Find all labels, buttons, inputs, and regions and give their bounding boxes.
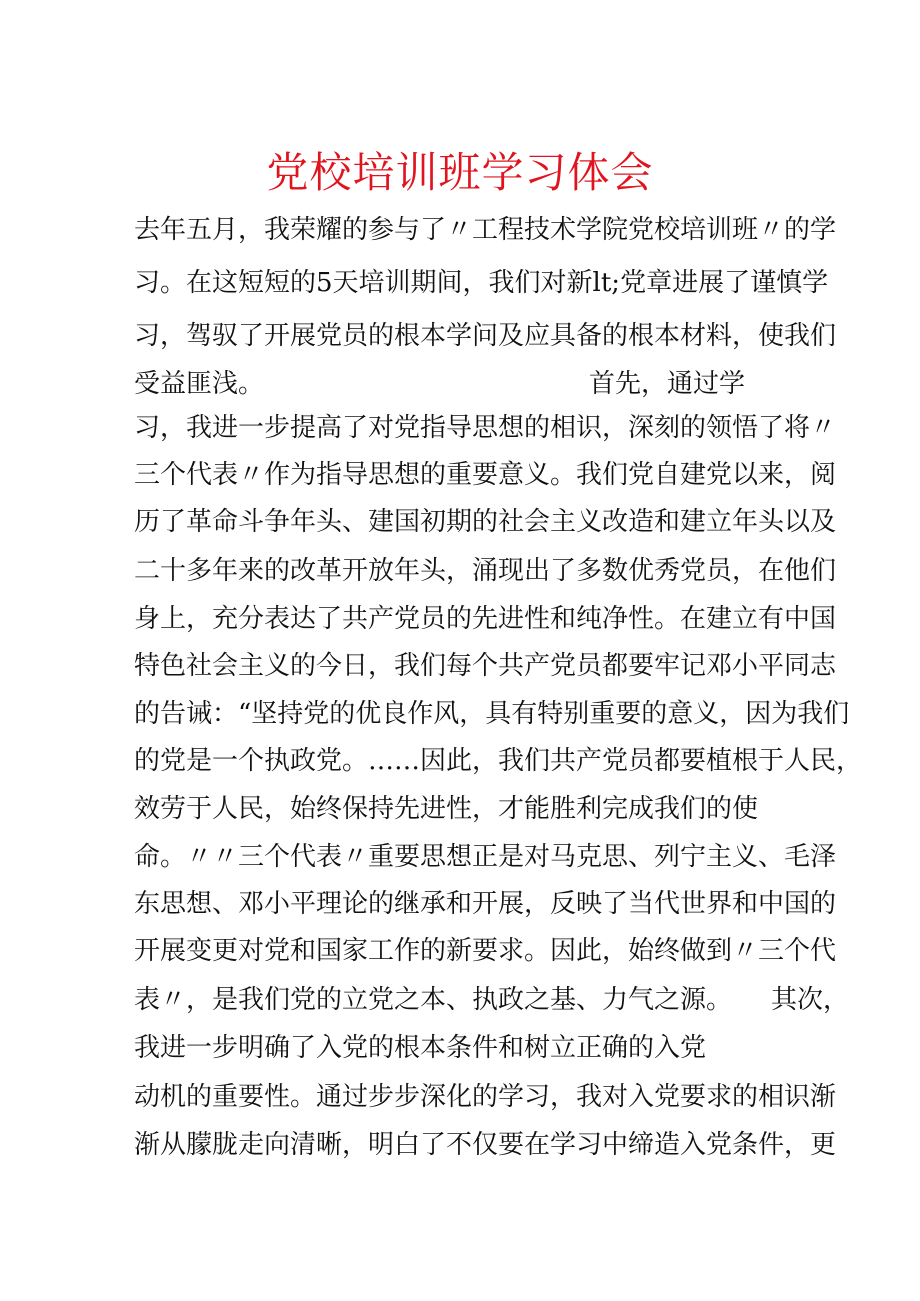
body-line: 历了革命斗争年头、建国初期的社会主义改造和建立年头以及 <box>134 507 837 537</box>
body-line: 的告诫：“坚持党的优良作风，具有特别重要的意义，因为我们 <box>134 699 850 729</box>
body-line: 效劳于人民，始终保持先进性，才能胜利完成我们的使 <box>134 794 759 824</box>
body-line: 的党是一个执政党。……因此，我们共产党员都要植根于人民， <box>134 746 863 776</box>
document-title: 党校培训班学习体会 <box>266 148 654 197</box>
body-line: 渐从朦胧走向清晰，明白了不仅要在学习中缔造入党条件，更 <box>134 1130 837 1160</box>
body-line: 习，驾驭了开展党员的根本学问及应具备的根本材料，使我们 <box>134 321 837 351</box>
body-line: 习，我进一步提高了对党指导思想的相识，深刻的领悟了将〃 <box>134 413 837 443</box>
body-line: 特色社会主义的今日，我们每个共产党员都要牢记邓小平同志 <box>134 651 837 681</box>
body-line: 三个代表〃作为指导思想的重要意义。我们党自建党以来，阅 <box>134 460 837 490</box>
body-line: 东思想、邓小平理论的继承和开展，反映了当代世界和中国的 <box>134 889 837 919</box>
body-line: 习。在这短短的5天培训期间，我们对新lt;党章进展了谨慎学 <box>134 268 829 298</box>
body-line: 动机的重要性。通过步步深化的学习，我对入党要求的相识渐 <box>134 1082 837 1112</box>
body-line: 二十多年来的改革开放年头，涌现出了多数优秀党员，在他们 <box>134 556 837 586</box>
body-line: 命。〃〃三个代表〃重要思想正是对马克思、列宁主义、毛泽 <box>134 842 837 872</box>
body-line: 开展变更对党和国家工作的新要求。因此，始终做到〃三个代 <box>134 936 837 966</box>
body-line: 去年五月，我荣耀的参与了〃工程技术学院党校培训班〃的学 <box>134 215 837 245</box>
body-line: 表〃，是我们党的立党之本、执政之基、力气之源。 其次， <box>134 985 850 1015</box>
body-line: 受益匪浅。 首先，通过学 <box>134 369 746 399</box>
body-line: 身上，充分表达了共产党员的先进性和纯净性。在建立有中国 <box>134 604 837 634</box>
body-line: 我进一步明确了入党的根本条件和树立正确的入党 <box>134 1033 707 1063</box>
